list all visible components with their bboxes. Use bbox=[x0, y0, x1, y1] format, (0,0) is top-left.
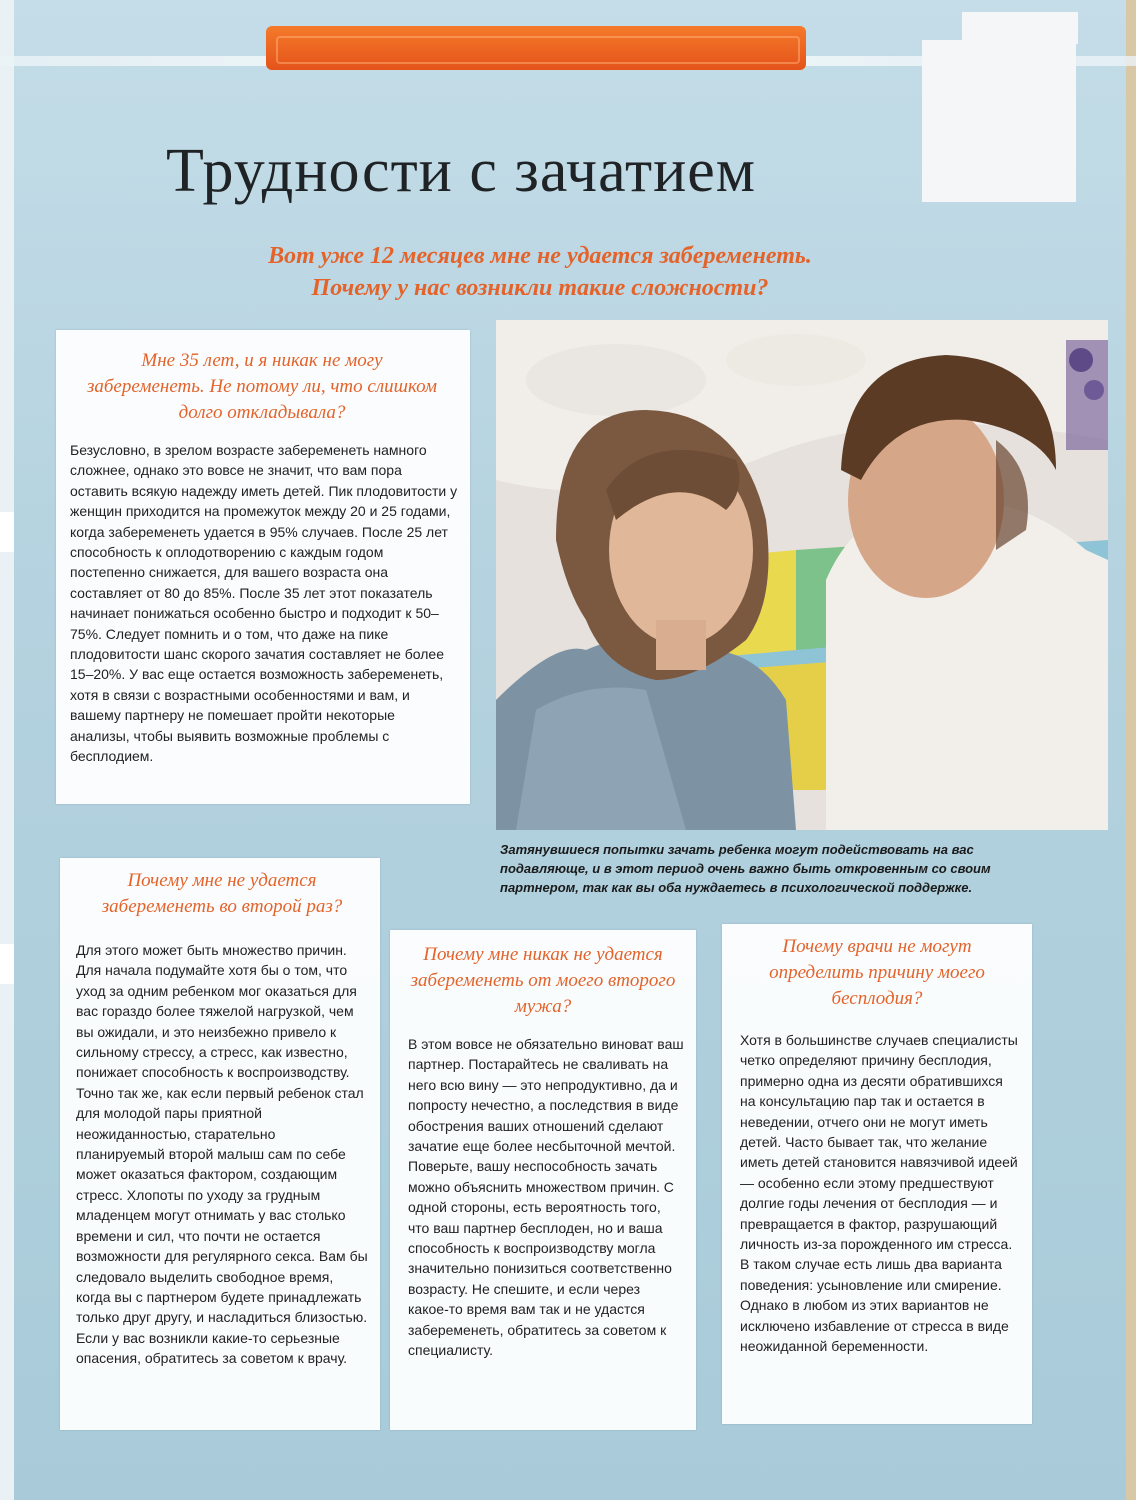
qa-box-second-child bbox=[60, 858, 380, 1430]
scan-mark bbox=[0, 944, 14, 984]
page-right-edge bbox=[1126, 0, 1136, 1500]
subtitle-line: Вот уже 12 месяцев мне не удается забеременеть. bbox=[268, 243, 812, 269]
qa-body: В этом вовсе не обязательно виноват ваш партнер. Постарайтесь не сваливать на него всю вину — это непродуктивно, да и попросту нечестно, а последствия в виде обострения ваших отношений сделают зачатие еще более несбыточной мечтой. Поверьте, вашу неспособность зачать можно объяснить множеством причин. С одной стороны, есть вероятность того, что ваш партнер бесплоден, но и ваша способность к воспроизводству могла значительно понизиться соответственно возрасту. Не спешите, и если через какое-то время вам так и не удастся забеременеть, обратитесь за советом к специалисту. bbox=[408, 1036, 684, 1359]
qa-heading: Мне 35 лет, и я никак не могу забеременеть. Не потому ли, что слишком долго откладывала? bbox=[86, 350, 438, 423]
qa-heading: Почему мне никак не удается забеременеть от моего второго мужа? bbox=[410, 944, 676, 1017]
couple-photo-illustration bbox=[496, 320, 1108, 830]
couple-photo bbox=[496, 320, 1108, 830]
page-left-edge bbox=[0, 0, 14, 1500]
qa-body: Хотя в большинстве случаев специалисты четко определяют причину бесплодия, примерно одна из десяти обратившихся на консультацию пар так и остается в неведении, отчего они не могут иметь детей. Часто бывает так, что желание иметь детей становится навязчивой идеей — особенно если этому предшествуют долгие годы лечения от бесплодия — и превращается в фактор, разрушающий личность из-за порожденного им стресса. В таком случае есть лишь два варианта поведения: усыновление или смирение. Однако в любом из этих вариантов не исключено избавление от стресса в виде неожиданной беременности. bbox=[740, 1032, 1018, 1355]
qa-heading: Почему мне не удается забеременеть во второй раз? bbox=[101, 870, 343, 917]
qa-heading: Почему врачи не могут определить причину моего бесплодия? bbox=[769, 936, 985, 1009]
header-band-outline bbox=[276, 36, 800, 64]
scan-mark bbox=[0, 512, 14, 552]
qa-box-doctors bbox=[722, 924, 1032, 1424]
page-title: Трудности с зачатием bbox=[166, 137, 757, 205]
qa-box-second-husband bbox=[390, 930, 696, 1430]
qa-box-age bbox=[56, 330, 470, 804]
photo-caption: Затянувшиеся попытки зачать ребенка могут подействовать на вас подавляюще, и в этот период очень важно быть откровенным со своим партнером, так как вы оба нуждаетесь в психологической поддержке. bbox=[500, 842, 991, 895]
page-subtitle bbox=[150, 240, 930, 304]
subtitle-line: Почему у нас возникли такие сложности? bbox=[311, 275, 769, 301]
corner-blank bbox=[922, 40, 1076, 202]
qa-body: Безусловно, в зрелом возрасте забеременеть намного сложнее, однако это вовсе не значит, что вам пора оставить всякую надежду иметь детей. Пик плодовитости у женщин приходится на промежуток между 20 и 25 годами, когда забеременеть удается в 95% случаев. После 25 лет способность к оплодотворению с каждым годом постепенно снижается, для вашего возраста она составляет от 80 до 85%. После 35 лет этот показатель начинает понижаться особенно быстро и подходит к 50–75%. Следует помнить и о том, что даже на пике плодовитости шанс скорого зачатия составляет не более 15–20%. У вас еще остается возможность забеременеть, хотя в связи с возрастными особенностями и вам, и вашему партнеру не помешает пройти некоторые анализы, чтобы выявить возможные проблемы с бесплодием. bbox=[70, 442, 458, 765]
qa-body: Для этого может быть множество причин. Для начала подумайте хотя бы о том, что уход за одним ребенком мог оказаться для вас гораздо более тяжелой нагрузкой, чем вы ожидали, и это неизбежно привело к сильному стрессу, а стресс, как известно, понижает способность к воспроизводству. Точно так же, как если первый ребенок стал для молодой пары приятной неожиданностью, старательно планируемый второй малыш сам по себе может оказаться фактором, создающим стресс. Хлопоты по уходу за грудным младенцем могут отнимать у вас столько времени и сил, что почти не остается возможности для регулярного секса. Вам бы следовало выделить свободное время, когда вы с партнером будете принадлежать только друг другу, и насладиться близостью. Если у вас возникли какие-то серьезные опасения, обратитесь за советом к врачу. bbox=[76, 942, 368, 1367]
